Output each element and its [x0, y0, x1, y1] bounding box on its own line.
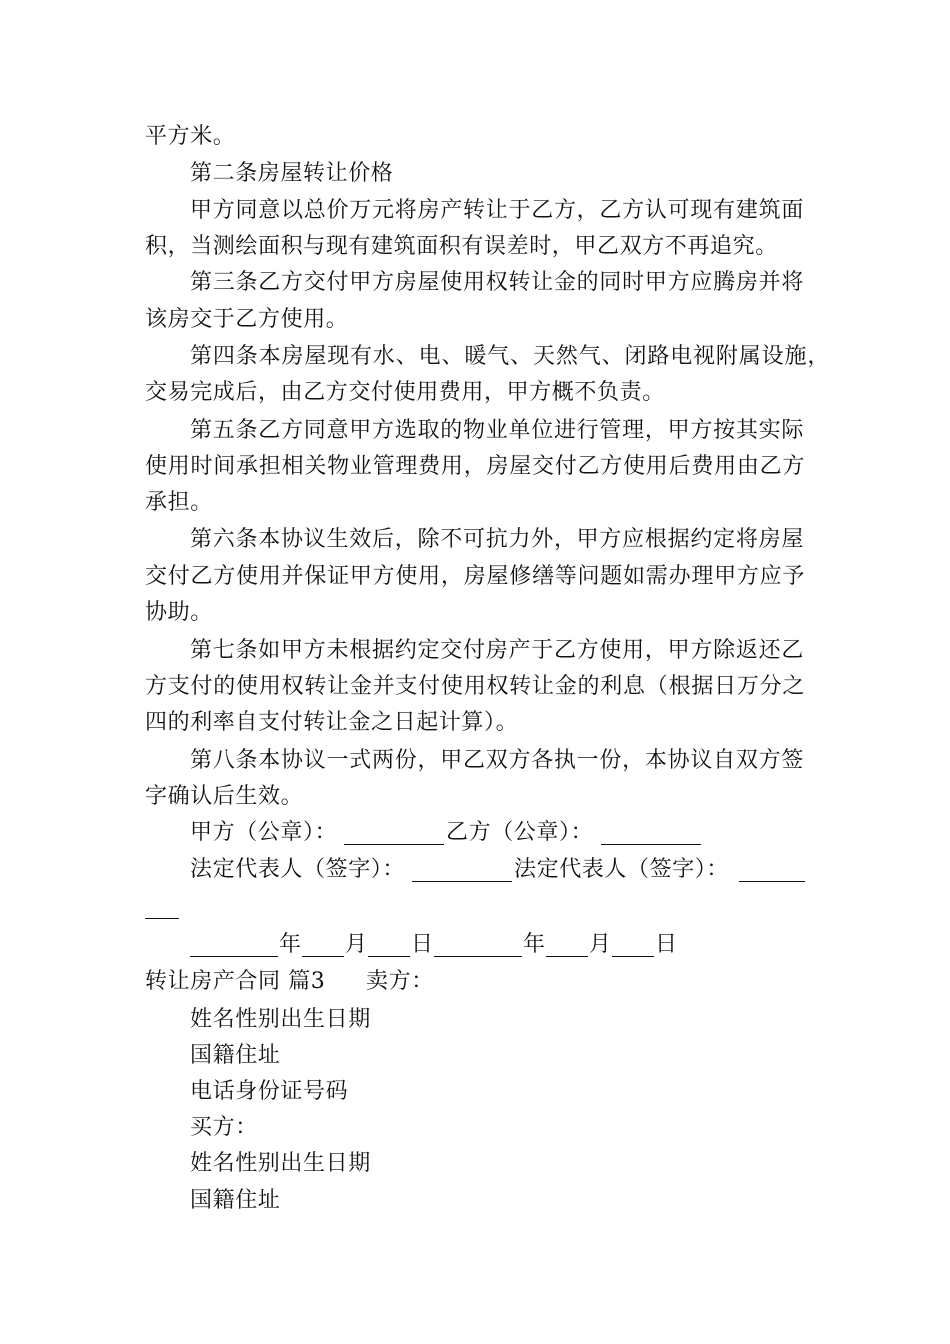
rep-a-label: 法定代表人（签字）： [190, 857, 406, 882]
info-line: 国籍住址 [190, 1043, 281, 1068]
info-line: 国籍住址 [190, 1188, 281, 1213]
buyer-label: 买方： [190, 1115, 258, 1140]
text-line: 甲方同意以总价万元将房产转让于乙方，乙方认可现有建筑面 [190, 198, 804, 223]
text-line: 第八条本协议一式两份，甲乙双方各执一份，本协议自双方签 [190, 748, 804, 773]
text-line: 平方米。 [145, 124, 236, 149]
party-b-seal-blank[interactable] [601, 822, 701, 845]
text-line: 第四条本房屋现有水、电、暖气、天然气、闭路电视附属设施， [190, 344, 830, 369]
info-line: 电话身份证号码 [190, 1079, 349, 1104]
party-b-seal-label: 乙方（公章）： [446, 820, 594, 845]
text-line: 第七条如甲方未根据约定交付房产于乙方使用，甲方除返还乙 [190, 638, 804, 663]
year-label: 年 [279, 932, 302, 957]
year-label: 年 [523, 932, 546, 957]
section-heading: 转让房产合同 篇3 [145, 969, 326, 994]
day-label: 日 [655, 932, 678, 957]
text-line: 第六条本协议生效后，除不可抗力外，甲方应根据约定将房屋 [190, 527, 804, 552]
rep-a-blank[interactable] [412, 859, 512, 882]
text-line: 承担。 [145, 490, 213, 515]
text-line: 使用时间承担相关物业管理费用，房屋交付乙方使用后费用由乙方 [145, 454, 805, 479]
date-a-month-blank[interactable] [302, 934, 344, 957]
text-line: 第三条乙方交付甲方房屋使用权转让金的同时甲方应腾房并将 [190, 270, 804, 295]
day-label: 日 [411, 932, 434, 957]
text-line: 字确认后生效。 [145, 784, 304, 809]
rep-b-label: 法定代表人（签字）： [514, 857, 730, 882]
month-label: 月 [345, 932, 368, 957]
text-line: 交付乙方使用并保证甲方使用，房屋修缮等问题如需办理甲方应予 [145, 564, 805, 589]
info-line: 姓名性别出生日期 [190, 1151, 371, 1176]
text-line: 该房交于乙方使用。 [145, 307, 349, 332]
date-b-day-blank[interactable] [612, 934, 654, 957]
text-line: 交易完成后，由乙方交付使用费用，甲方概不负责。 [145, 380, 665, 405]
text-line: 第五条乙方同意甲方选取的物业单位进行管理，甲方按其实际 [190, 418, 804, 443]
date-b-year-blank[interactable] [434, 934, 522, 957]
date-b-month-blank[interactable] [546, 934, 588, 957]
text-line: 协助。 [145, 600, 213, 625]
text-line: 方支付的使用权转让金并支付使用权转让金的利息（根据日万分之 [145, 674, 805, 699]
date-a-day-blank[interactable] [368, 934, 410, 957]
date-a-year-blank[interactable] [190, 934, 278, 957]
info-line: 姓名性别出生日期 [190, 1007, 371, 1032]
month-label: 月 [589, 932, 612, 957]
party-a-seal-blank[interactable] [344, 822, 444, 845]
rep-b-blank-continued[interactable] [145, 896, 179, 919]
seller-label: 卖方： [366, 969, 434, 994]
text-line: 积，当测绘面积与现有建筑面积有误差时，甲乙双方不再追究。 [145, 234, 778, 259]
text-line: 四的利率自支付转让金之日起计算）。 [145, 710, 519, 735]
rep-b-blank[interactable] [739, 859, 805, 882]
party-a-seal-label: 甲方（公章）： [190, 820, 338, 845]
article-heading: 第二条房屋转让价格 [190, 161, 394, 186]
